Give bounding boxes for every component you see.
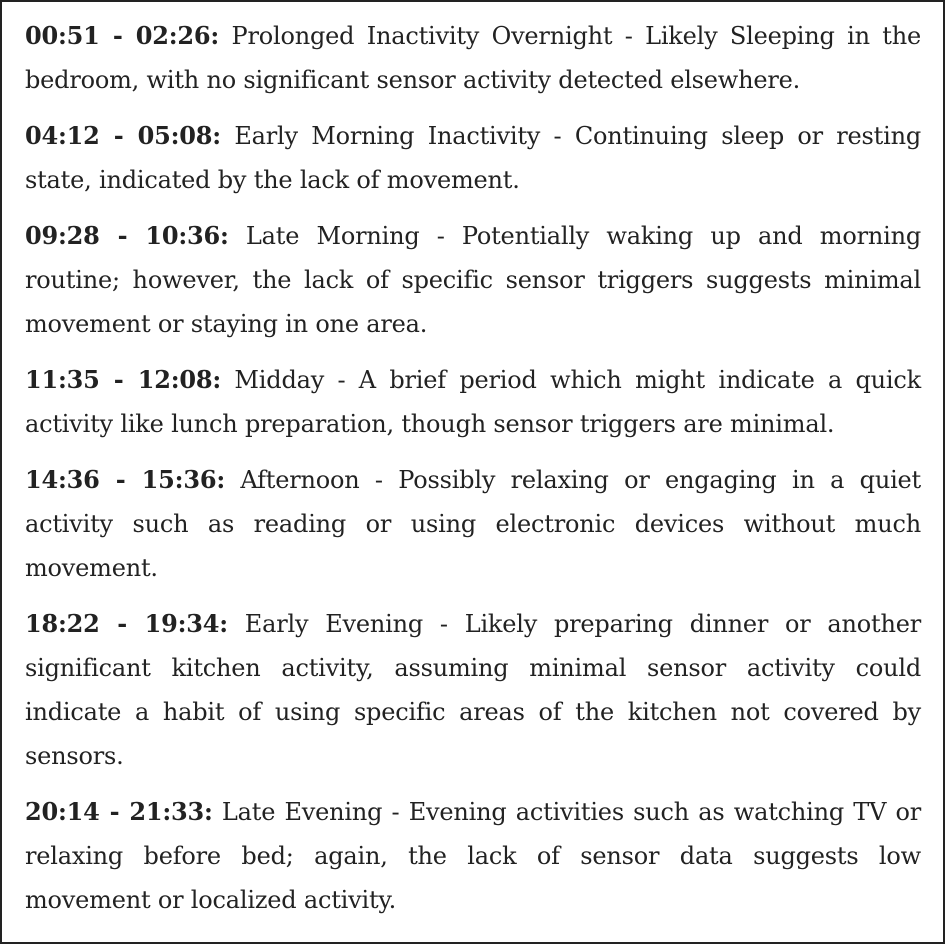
time-range: 09:28 - 10:36: — [25, 221, 229, 250]
activity-entry — [25, 458, 921, 590]
activity-entry — [25, 214, 921, 346]
activity-entry — [25, 14, 921, 102]
activity-entry — [25, 790, 921, 922]
activity-description: Prolonged Inactivity Overnight - Likely Sleeping in the bedroom, with no significant sensor activity detected elsewhere. — [25, 22, 922, 94]
time-range: 20:14 - 21:33: — [25, 797, 213, 826]
activity-description: Midday - A brief period which might indicate a quick activity like lunch preparation, though sensor triggers are minimal. — [25, 366, 921, 438]
activity-entry — [25, 114, 921, 202]
activity-description: Early Evening - Likely preparing dinner or another significant kitchen activity, assuming minimal sensor activity could indicate a habit of using specific areas of the kitchen not covered by sensors. — [25, 610, 922, 770]
activity-entry — [25, 358, 921, 446]
time-range: 11:35 - 12:08: — [25, 365, 222, 394]
activity-description: Late Evening - Evening activities such as watching TV or relaxing before bed; again, the lack of sensor data suggests low movement or localized activity. — [25, 798, 922, 914]
activity-entry — [25, 602, 921, 778]
activity-description: Late Morning - Potentially waking up and morning routine; however, the lack of specific sensor triggers suggests minimal movement or staying in one area. — [25, 222, 921, 338]
time-range: 18:22 - 19:34: — [25, 609, 228, 638]
time-range: 14:36 - 15:36: — [25, 465, 225, 494]
time-range: 04:12 - 05:08: — [25, 121, 221, 150]
activity-description: Afternoon - Possibly relaxing or engaging in a quiet activity such as reading or using electronic devices without much movement. — [25, 466, 921, 582]
time-range: 00:51 - 02:26: — [25, 21, 220, 50]
activity-description: Early Morning Inactivity - Continuing sleep or resting state, indicated by the lack of movement. — [25, 122, 922, 194]
